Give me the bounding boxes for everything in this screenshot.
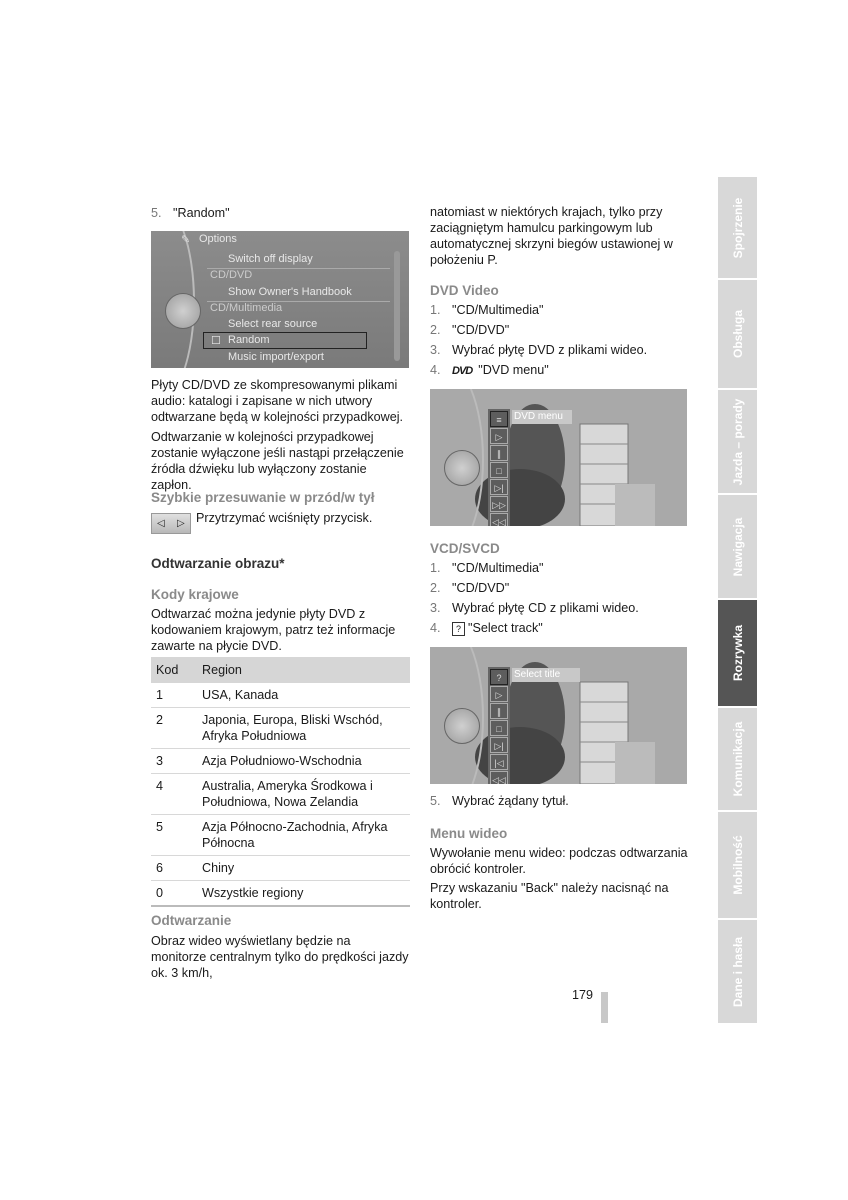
- section-heading: Odtwarzanie: [151, 913, 232, 928]
- menu-item[interactable]: Music import/export: [228, 351, 324, 363]
- paragraph: Wywołanie menu wideo: podczas odtwarzania obrócić kontroler.: [430, 846, 688, 876]
- header-code: Kod: [151, 657, 197, 683]
- tab-nawigacja[interactable]: Nawigacja: [718, 495, 757, 598]
- cell-region: Australia, Ameryka Środkowa i Południowa, Nowa Zelandia: [197, 774, 410, 815]
- table-row: [151, 774, 410, 815]
- section-heading: Odtwarzanie obrazu*: [151, 556, 285, 571]
- page-marker: [601, 992, 608, 1023]
- pause-icon[interactable]: ∥: [490, 445, 508, 461]
- pause-icon[interactable]: ∥: [490, 703, 508, 719]
- options-screen: [151, 231, 409, 368]
- dvd-controls-column: [488, 409, 510, 526]
- section-heading: DVD Video: [430, 283, 499, 298]
- options-icon: ✎: [181, 234, 191, 246]
- cell-code: 1: [151, 683, 197, 708]
- controller-knob-icon: [444, 450, 480, 486]
- list-item: 1. "CD/Multimedia": [430, 303, 544, 317]
- table-row: [151, 683, 410, 708]
- dvd-menu-label: DVD menu: [512, 410, 572, 424]
- seek-back-icon[interactable]: ◁: [157, 518, 165, 529]
- tab-obsluga[interactable]: Obsługa: [718, 280, 757, 388]
- paragraph: natomiast w niektórych krajach, tylko przy zaciągniętym hamulcu parkingowym lub automatycznej skrzyni biegów ustawionej w położeniu P.: [430, 205, 673, 267]
- list-item: 3. Wybrać płytę DVD z plikami wideo.: [430, 343, 648, 357]
- select-title-label: Select title: [512, 668, 580, 682]
- dvd-steps: [430, 302, 647, 382]
- tab-jazda-porady[interactable]: Jazda – porady: [718, 390, 757, 493]
- tab-komunikacja[interactable]: Komunikacja: [718, 708, 757, 810]
- step-5: 5. Wybrać żądany tytuł.: [430, 794, 569, 808]
- list-item: 2. "CD/DVD": [430, 581, 510, 595]
- select-track-icon: ?: [452, 622, 465, 636]
- table-header-row: [151, 657, 410, 683]
- table-row: [151, 856, 410, 881]
- list-item: 3. Wybrać płytę CD z plikami wideo.: [430, 601, 639, 615]
- table-row: [151, 815, 410, 856]
- paragraph: Odtwarzać można jedynie płyty DVD z kodowaniem krajowym, patrz też informacje zawarte na płycie DVD.: [151, 607, 396, 653]
- rewind-icon[interactable]: ◁◁: [490, 771, 508, 784]
- seek-text: Przytrzymać wciśnięty przycisk.: [196, 511, 373, 525]
- menu-group: CD/DVD: [210, 269, 253, 281]
- menu-item[interactable]: Select rear source: [228, 318, 318, 330]
- paragraph: Płyty CD/DVD ze skompresowanymi plikami audio: katalogi i zapisane w nich utwory odtwarzane będą w kolejności przypadkowej.: [151, 378, 404, 424]
- forward-icon[interactable]: ▷▷: [490, 496, 508, 512]
- menu-item-random[interactable]: Random: [228, 334, 270, 346]
- seek-buttons[interactable]: [151, 513, 191, 534]
- paragraph: Obraz wideo wyświetlany będzie na monitorze centralnym tylko do prędkości jazdy ok. 3 km/h,: [151, 934, 409, 980]
- play-icon[interactable]: ▷: [490, 686, 508, 702]
- menu-item[interactable]: Show Owner's Handbook: [228, 286, 352, 298]
- rewind-icon[interactable]: ◁◁: [490, 513, 508, 526]
- cell-region: Chiny: [197, 856, 410, 881]
- list-item: 2. "CD/DVD": [430, 323, 510, 337]
- controller-knob-icon: [165, 293, 201, 329]
- menu-item[interactable]: Switch off display: [228, 253, 313, 265]
- section-heading: Szybkie przesuwanie w przód/w tył: [151, 490, 375, 505]
- stop-icon[interactable]: □: [490, 720, 508, 736]
- tab-rozrywka[interactable]: Rozrywka: [718, 600, 757, 706]
- seek-forward-icon[interactable]: ▷: [177, 518, 185, 529]
- tab-mobilnosc[interactable]: Mobilność: [718, 812, 757, 918]
- paragraph: Przy wskazaniu "Back" należy nacisnąć na kontroler.: [430, 881, 669, 911]
- list-item: 4. ? "Select track": [430, 621, 543, 635]
- previous-icon[interactable]: |◁: [490, 754, 508, 770]
- controller-knob-icon: [444, 708, 480, 744]
- section-heading: VCD/SVCD: [430, 541, 500, 556]
- paragraph: Odtwarzanie w kolejności przypadkowej zostanie wyłączone jeśli nastąpi przełączenie źródła dźwięku lub wyłączony zostanie zapłon.: [151, 430, 404, 492]
- options-title: Options: [199, 233, 237, 245]
- table-row: [151, 881, 410, 907]
- stop-icon[interactable]: □: [490, 462, 508, 478]
- header-region: Region: [197, 657, 410, 683]
- vcd-steps: [430, 560, 639, 640]
- cell-code: 4: [151, 774, 197, 815]
- dvd-logo-icon: DVD: [452, 365, 473, 377]
- tab-spojrzenie[interactable]: Spojrzenie: [718, 177, 757, 278]
- list-item: 1. "CD/Multimedia": [430, 561, 544, 575]
- tab-dane-i-hasla[interactable]: Dane i hasła: [718, 920, 757, 1023]
- cell-code: 5: [151, 815, 197, 856]
- cell-code: 0: [151, 881, 197, 907]
- select-title-screen: [430, 647, 687, 784]
- menu-group: CD/Multimedia: [210, 302, 283, 314]
- dvd-menu-screen: [430, 389, 687, 526]
- cell-code: 2: [151, 708, 197, 749]
- step-5: 5. "Random": [151, 206, 230, 220]
- section-heading: Menu wideo: [430, 826, 508, 841]
- list-item: 4. DVD "DVD menu": [430, 363, 549, 377]
- region-table: [151, 657, 410, 907]
- section-heading: Kody krajowe: [151, 587, 239, 602]
- scrollbar[interactable]: [394, 251, 400, 361]
- page-number: 179: [572, 988, 594, 1002]
- cell-region: Azja Północno-Zachodnia, Afryka Północna: [197, 815, 410, 856]
- select-track-icon[interactable]: ?: [490, 669, 508, 685]
- checkbox-icon: ☐: [211, 335, 221, 347]
- next-icon[interactable]: ▷|: [490, 737, 508, 753]
- cell-region: USA, Kanada: [197, 683, 410, 708]
- next-icon[interactable]: ▷|: [490, 479, 508, 495]
- play-icon[interactable]: ▷: [490, 428, 508, 444]
- menu-icon[interactable]: ≡: [490, 411, 508, 427]
- cell-region: Azja Południowo-Wschodnia: [197, 749, 410, 774]
- table-row: [151, 708, 410, 749]
- cell-code: 3: [151, 749, 197, 774]
- cell-region: Wszystkie regiony: [197, 881, 410, 907]
- cell-code: 6: [151, 856, 197, 881]
- cell-region: Japonia, Europa, Bliski Wschód, Afryka Południowa: [197, 708, 410, 749]
- table-row: [151, 749, 410, 774]
- vcd-controls-column: [488, 667, 510, 784]
